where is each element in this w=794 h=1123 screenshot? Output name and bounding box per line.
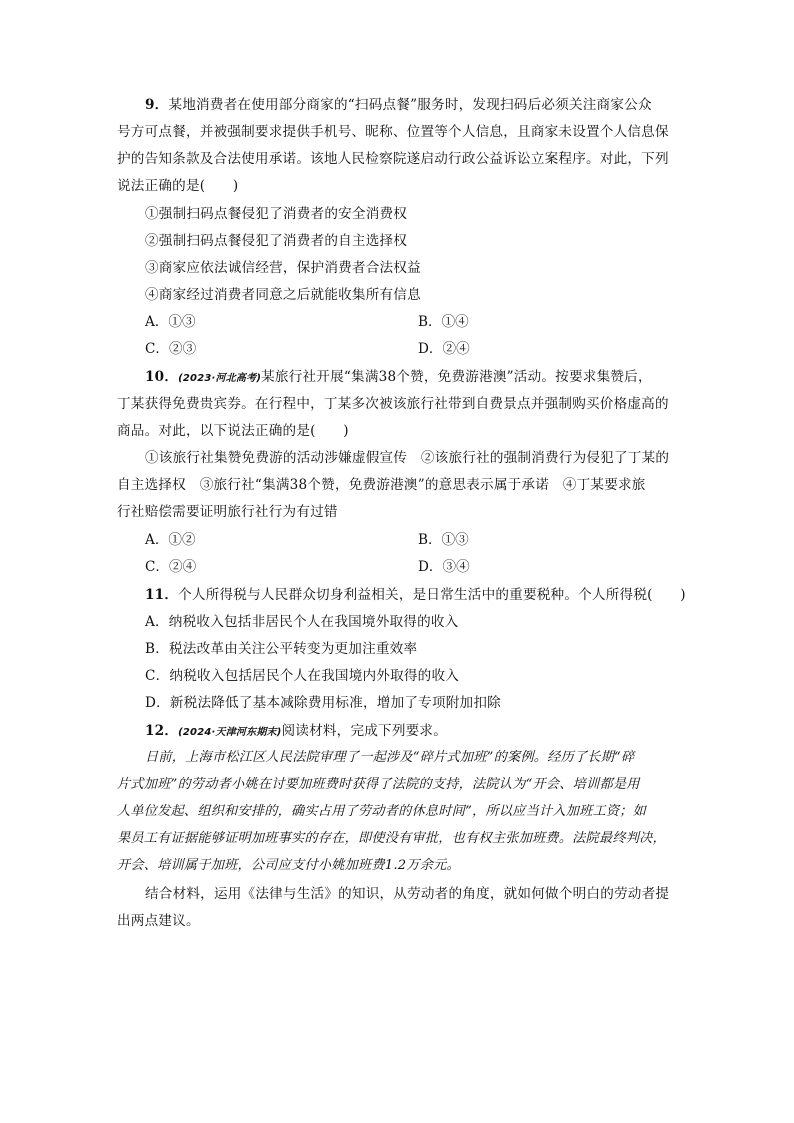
q11-option-a: A．纳税收入包括非居民个人在我国境外取得的收入 [145,614,459,630]
q12-material-line-4: 果员工有证据能够证明加班事实的存在，即使没有审批，也有权主张加班费。法院最终判决， [117,831,666,846]
q10-stem-line-3: 商品。对此，以下说法正确的是( ) [117,423,349,439]
q10-option-d: D．③④ [418,559,470,575]
q12-material-line-1: 日前，上海市松江区人民法院审理了一起涉及“碎片式加班”的案例。经历了长期“碎 [145,750,635,765]
q9-number: 9． [145,97,169,113]
q9-item-4: ④商家经过消费者同意之后就能收集所有信息 [145,287,421,303]
q9-item-2: ②强制扫码点餐侵犯了消费者的自主选择权 [145,233,408,249]
q10-option-a: A．①② [145,532,196,548]
q10-option-b: B．①③ [418,532,469,548]
q12-task-line-2: 出两点建议。 [117,913,200,929]
q10-option-c: C．②④ [145,559,197,575]
q9-item-3: ③商家应依法诚信经营，保护消费者合法权益 [145,260,421,276]
q10-number: 10． [145,369,179,385]
q12-material-line-2: 片式加班”的劳动者小姚在讨要加班费时获得了法院的支持，法院认为“开会、培训都是用 [117,777,640,792]
q9-option-c: C．②③ [145,341,197,357]
q9-option-a: A．①③ [145,314,196,330]
q11-number: 11． [145,587,179,603]
q9-option-b: B．①④ [418,314,469,330]
q11-option-b: B．税法改革由关注公平转变为更加注重效率 [145,641,418,657]
q9-option-d: D．②④ [418,341,470,357]
q12-task-line-1: 结合材料，运用《法律与生活》的知识，从劳动者的角度，就如何做个明白的劳动者提 [145,886,670,902]
q12-stem: 12．(2024·天津河东期末)阅读材料，完成下列要求。 [145,723,448,739]
q10-items-line-2: 自主选择权 ③旅行社“集满38个赞，免费游港澳”的意思表示属于承诺 ④丁某要求旅 [117,477,646,493]
q9-stem-line-4: 说法正确的是( ) [117,178,239,194]
q11-option-c: C．纳税收入包括居民个人在我国境内外取得的收入 [145,668,460,684]
q9-stem-line-2: 号方可点餐，并被强制要求提供手机号、昵称、位置等个人信息，且商家未设置个人信息保 [117,124,669,140]
q10-items-line-3: 行社赔偿需要证明旅行社行为有过错 [117,504,338,520]
q9-stem-line-3: 护的告知条款及合法使用承诺。该地人民检察院遂启动行政公益诉讼立案程序。对此，下列 [117,151,669,167]
q10-items-line-1: ①该旅行社集赞免费游的活动涉嫌虚假宣传 ②该旅行社的强制消费行为侵犯了丁某的 [145,450,670,466]
q10-source: (2023·河北高考) [178,373,262,384]
q12-source: (2024·天津河东期末) [178,727,282,738]
q9-stem-line-1: 9．某地消费者在使用部分商家的“扫码点餐”服务时，发现扫码后必须关注商家公众 [145,97,652,113]
q12-material-line-5: 开会、培训属于加班，公司应支付小姚加班费1.2万余元。 [117,858,460,873]
q11-option-d: D．新税法降低了基本减除费用标准，增加了专项附加扣除 [145,695,501,711]
q10-stem-line-1: 10．(2023·河北高考)某旅行社开展“集满38个赞，免费游港澳”活动。按要求集赞后， [145,369,652,385]
q11-stem: 11．个人所得税与人民群众切身利益相关，是日常生活中的重要税种。个人所得税( ) [145,587,686,603]
q12-material-line-3: 人单位发起、组织和安排的，确实占用了劳动者的休息时间”，所以应当计入加班工资；如 [117,804,647,819]
q12-number: 12． [145,723,179,739]
q10-stem-line-2: 丁某获得免费贵宾券。在行程中，丁某多次被该旅行社带到自费景点并强制购买价格虚高的 [117,396,669,412]
q9-item-1: ①强制扫码点餐侵犯了消费者的安全消费权 [145,206,408,222]
